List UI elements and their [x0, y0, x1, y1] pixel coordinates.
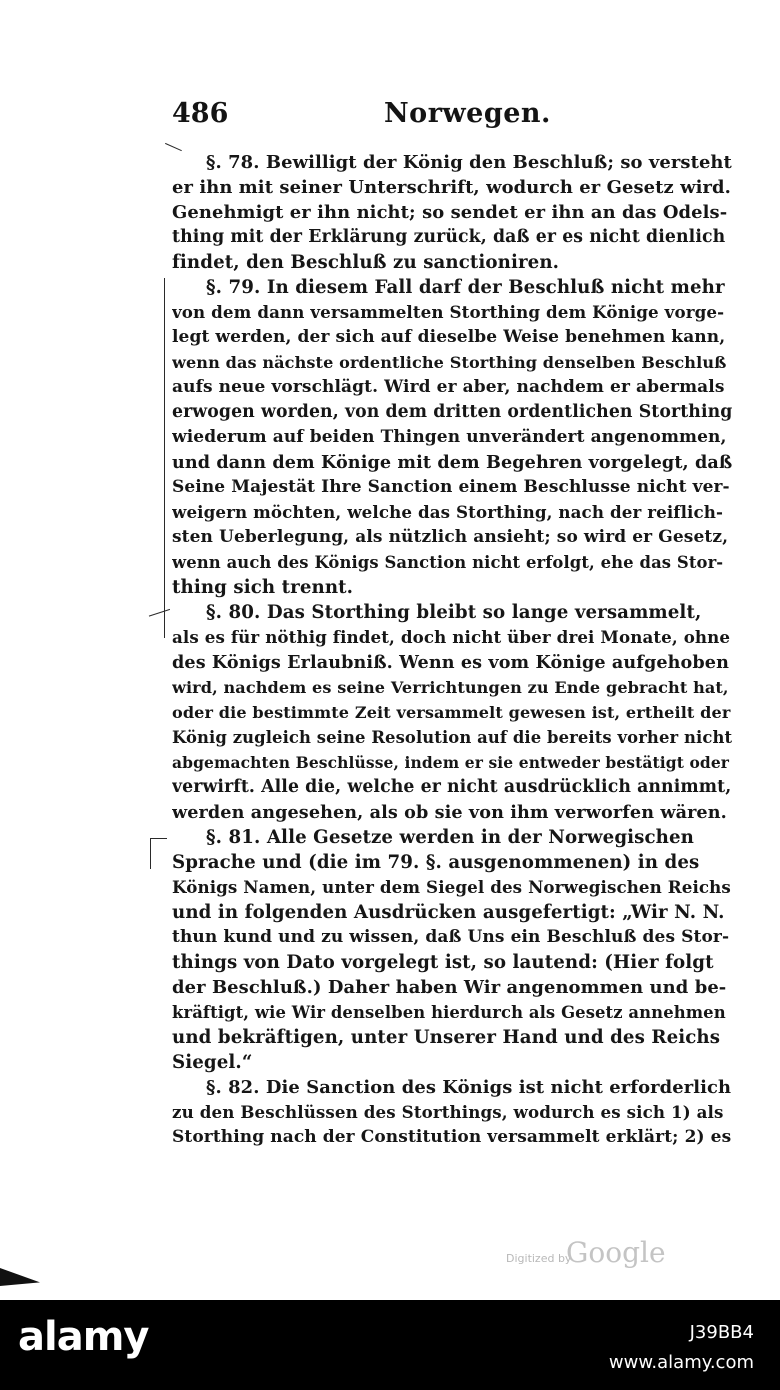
text-line: König zugleich seine Resolution auf die bereits vorher nicht [172, 728, 732, 747]
text-line: als es für nöthig findet, doch nicht über drei Monate, ohne [172, 627, 731, 647]
text-line: der Beschluß.) Daher haben Wir angenommen und be- [172, 977, 727, 998]
watermark-bar [0, 1300, 780, 1390]
text-line: Seine Majestät Ihre Sanction einem Beschlusse nicht ver- [172, 477, 730, 497]
text-line: kräftigt, wie Wir denselben hierdurch als Gesetz annehmen [172, 1003, 726, 1022]
text-line: abgemachten Beschlüsse, indem er sie entweder bestätigt oder [172, 753, 730, 772]
text-line: findet, den Beschluß zu sanctioniren. [172, 252, 560, 273]
paragraph [172, 600, 732, 825]
text-line: §. 80. Das Storthing bleibt so lange versammelt, [206, 602, 702, 623]
body-text [172, 150, 732, 1150]
text-line: thing mit der Erklärung zurück, daß er es nicht dienlich [172, 227, 726, 247]
text-line: verwirft. Alle die, welche er nicht ausdrücklich annimmt, [172, 777, 732, 797]
text-line: aufs neue vorschlägt. Wird er aber, nachdem er abermals [172, 377, 725, 397]
text-line: thing sich trennt. [172, 577, 354, 598]
google-logo-text: Google [566, 1236, 666, 1269]
text-line: sten Ueberlegung, als nützlich ansieht; so wird er Gesetz, [172, 527, 729, 547]
text-line: zu den Beschlüssen des Storthings, wodurch es sich 1) als [172, 1102, 724, 1122]
text-line: Sprache und (die im 79. §. ausgenommenen) in des [172, 852, 700, 873]
watermark-url: www.alamy.com [608, 1352, 754, 1373]
digitized-by-google [496, 1236, 696, 1276]
text-line: weigern möchten, welche das Storthing, nach der reiflich- [172, 502, 723, 522]
watermark-image-id: J39BB4 [689, 1322, 754, 1343]
text-line: Siegel.“ [172, 1052, 253, 1073]
text-line: thun kund und zu wissen, daß Uns ein Beschluß des Stor- [172, 927, 730, 947]
text-line: §. 79. In diesem Fall darf der Beschluß nicht mehr [206, 277, 725, 298]
text-line: legt werden, der sich auf dieselbe Weise benehmen kann, [172, 327, 726, 347]
text-line: Königs Namen, unter dem Siegel des Norwegischen Reichs [172, 877, 731, 897]
text-line: werden angesehen, als ob sie von ihm verworfen wären. [172, 802, 727, 823]
page-number: 486 [172, 98, 229, 129]
paragraph [172, 150, 732, 275]
text-line: §. 82. Die Sanction des Königs ist nicht erforderlich [206, 1077, 732, 1098]
watermark-brand: alamy [18, 1314, 149, 1360]
paragraph [172, 1075, 732, 1150]
paragraph [172, 825, 732, 1075]
text-line: des Königs Erlaubniß. Wenn es vom Könige aufgehoben [172, 652, 729, 673]
text-line: und dann dem Könige mit dem Begehren vorgelegt, daß [172, 452, 732, 473]
text-line: Genehmigt er ihn nicht; so sendet er ihn an das Odels- [172, 202, 728, 223]
running-title: Norwegen. [384, 98, 551, 129]
text-line: von dem dann versammelten Storthing dem Könige vorge- [172, 302, 725, 322]
digitized-prefix: Digitized by [506, 1252, 572, 1265]
text-line: erwogen worden, von dem dritten ordentlichen Storthing [172, 402, 732, 422]
text-line: things von Dato vorgelegt ist, so lautend: (Hier folgt [172, 952, 714, 973]
text-line: §. 78. Bewilligt der König den Beschluß; so versteht [206, 152, 732, 173]
text-line: und bekräftigen, unter Unserer Hand und des Reichs [172, 1027, 721, 1048]
scan-edge-mark [0, 1268, 40, 1286]
text-line: wenn das nächste ordentliche Storthing denselben Beschluß [172, 353, 727, 372]
text-line: er ihn mit seiner Unterschrift, wodurch er Gesetz wird. [172, 177, 731, 198]
text-line: wird, nachdem es seine Verrichtungen zu Ende gebracht hat, [172, 678, 729, 697]
text-line: Storthing nach der Constitution versammelt erklärt; 2) es [172, 1127, 732, 1147]
text-line: §. 81. Alle Gesetze werden in der Norwegischen [206, 827, 694, 848]
text-line: oder die bestimmte Zeit versammelt gewesen ist, ertheilt der [172, 703, 731, 722]
text-line: und in folgenden Ausdrücken ausgefertigt: „Wir N. N. [172, 902, 725, 923]
page-header [172, 98, 728, 138]
text-line: wenn auch des Königs Sanction nicht erfolgt, ehe das Stor- [172, 553, 724, 572]
margin-mark-tick-2 [149, 609, 173, 626]
margin-mark-line-1 [164, 278, 167, 638]
text-line: wiederum auf beiden Thingen unverändert angenommen, [172, 427, 727, 447]
paragraph [172, 275, 732, 600]
margin-mark-bracket-3 [150, 838, 167, 869]
